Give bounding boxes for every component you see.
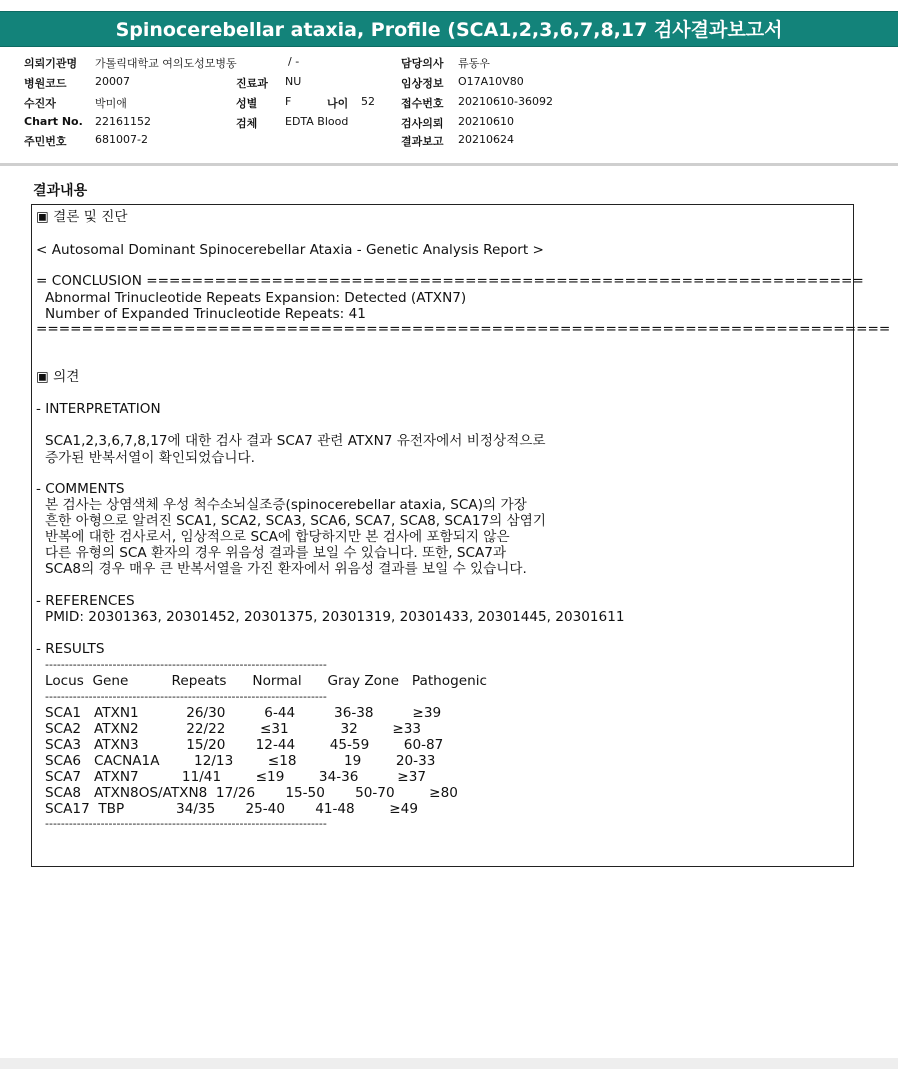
comments-line-1: 본 검사는 상염색체 우성 척수소뇌실조증(spinocerebellar ataxia, SCA)의 가장 <box>45 497 527 513</box>
hospital-code-value: 20007 <box>95 75 130 88</box>
interpretation-line-2: 증가된 반복서열이 확인되었습니다. <box>45 450 255 466</box>
ward-value: / - <box>288 55 300 68</box>
interpretation-heading: - INTERPRETATION <box>36 401 161 417</box>
conclusion-heading: ▣ 결론 및 진단 <box>36 209 128 225</box>
conclusion-detected-line: Abnormal Trinucleotide Repeats Expansion: Detected (ATXN7) <box>45 290 467 306</box>
department-label: 진료과 <box>236 77 268 90</box>
interpretation-line-1: SCA1,2,3,6,7,8,17에 대한 검사 결과 SCA7 관련 ATXN7 유전자에서 비정상적으로 <box>45 433 546 449</box>
institution-value: 가톨릭대학교 여의도성모병동 <box>95 57 237 70</box>
resident-no-value: 681007-2 <box>95 133 148 146</box>
patient-info-header <box>0 52 898 162</box>
doctor-label: 담당의사 <box>401 57 444 70</box>
table-row: SCA7 ATXN7 11/41 ≤19 34-36 ≥37 <box>45 769 426 785</box>
age-value: 52 <box>361 95 375 108</box>
table-rule-bottom: ----------------------------------------------------------------------- <box>45 817 327 830</box>
receipt-no-label: 접수번호 <box>401 97 444 110</box>
sex-label: 성별 <box>236 97 258 110</box>
table-row: SCA2 ATXN2 22/22 ≤31 32 ≥33 <box>45 721 422 737</box>
table-row: SCA6 CACNA1A 12/13 ≤18 19 20-33 <box>45 753 436 769</box>
doctor-value: 류동우 <box>458 57 490 70</box>
resident-no-label: 주민번호 <box>24 135 67 148</box>
comments-line-4: 다른 유형의 SCA 환자의 경우 위음성 결과를 보일 수 있습니다. 또한, SCA7과 <box>45 545 507 561</box>
table-rule-mid: ----------------------------------------------------------------------- <box>45 690 327 703</box>
clinical-info-value: O17A10V80 <box>458 75 524 88</box>
references-heading: - REFERENCES <box>36 593 135 609</box>
comments-line-3: 반복에 대한 검사로서, 임상적으로 SCA에 합당하지만 본 검사에 포함되지 않은 <box>45 529 510 545</box>
report-title: Spinocerebellar ataxia, Profile (SCA1,2,3,6,7,8,17 검사결과보고서 <box>0 11 898 47</box>
results-heading: - RESULTS <box>36 641 105 657</box>
table-row: SCA3 ATXN3 15/20 12-44 45-59 60-87 <box>45 737 444 753</box>
hospital-code-label: 병원코드 <box>24 77 67 90</box>
report-date-value: 20210624 <box>458 133 514 146</box>
conclusion-start-line: = CONCLUSION =============================================================== <box>36 273 864 289</box>
chart-no-value: 22161152 <box>95 115 151 128</box>
clinical-info-label: 임상정보 <box>401 77 444 90</box>
table-row: SCA8 ATXN8OS/ATXN8 17/26 15-50 50-70 ≥80 <box>45 785 458 801</box>
table-row: SCA1 ATXN1 26/30 6-44 36-38 ≥39 <box>45 705 442 721</box>
table-row: SCA17 TBP 34/35 25-40 41-48 ≥49 <box>45 801 418 817</box>
chart-no-label: Chart No. <box>24 115 83 128</box>
conclusion-repeats-line: Number of Expanded Trinucleotide Repeats: 41 <box>45 306 366 322</box>
report-date-label: 결과보고 <box>401 135 444 148</box>
table-rule-top: ----------------------------------------------------------------------- <box>45 658 327 671</box>
specimen-value: EDTA Blood <box>285 115 349 128</box>
receipt-no-value: 20210610-36092 <box>458 95 553 108</box>
opinion-heading: ▣ 의견 <box>36 369 80 385</box>
header-divider <box>0 163 898 166</box>
department-value: NU <box>285 75 302 88</box>
sex-value: F <box>285 95 292 108</box>
references-line-1: PMID: 20301363, 20301452, 20301375, 20301319, 20301433, 20301445, 20301611 <box>45 609 625 625</box>
collector-label: 수진자 <box>24 97 56 110</box>
request-date-label: 검사의뢰 <box>401 117 444 130</box>
request-date-value: 20210610 <box>458 115 514 128</box>
age-label: 나이 <box>327 97 349 110</box>
institution-label: 의뢰기관명 <box>24 57 78 70</box>
table-header: Locus Gene Repeats Normal Gray Zone Pathogenic <box>45 673 487 689</box>
results-section-title: 결과내용 <box>33 183 88 199</box>
collector-value: 박미애 <box>95 97 127 110</box>
report-title-line: < Autosomal Dominant Spinocerebellar Ataxia - Genetic Analysis Report > <box>36 242 544 258</box>
comments-line-2: 흔한 아형으로 알려진 SCA1, SCA2, SCA3, SCA6, SCA7, SCA8, SCA17의 삼염기 <box>45 513 546 529</box>
comments-heading: - COMMENTS <box>36 481 125 497</box>
specimen-label: 검체 <box>236 117 258 130</box>
comments-line-5: SCA8의 경우 매우 큰 반복서열을 가진 환자에서 위음성 결과를 보일 수 있습니다. <box>45 561 527 577</box>
footer-strip <box>0 1058 898 1069</box>
conclusion-end-line: =========================================================================== <box>36 321 891 337</box>
